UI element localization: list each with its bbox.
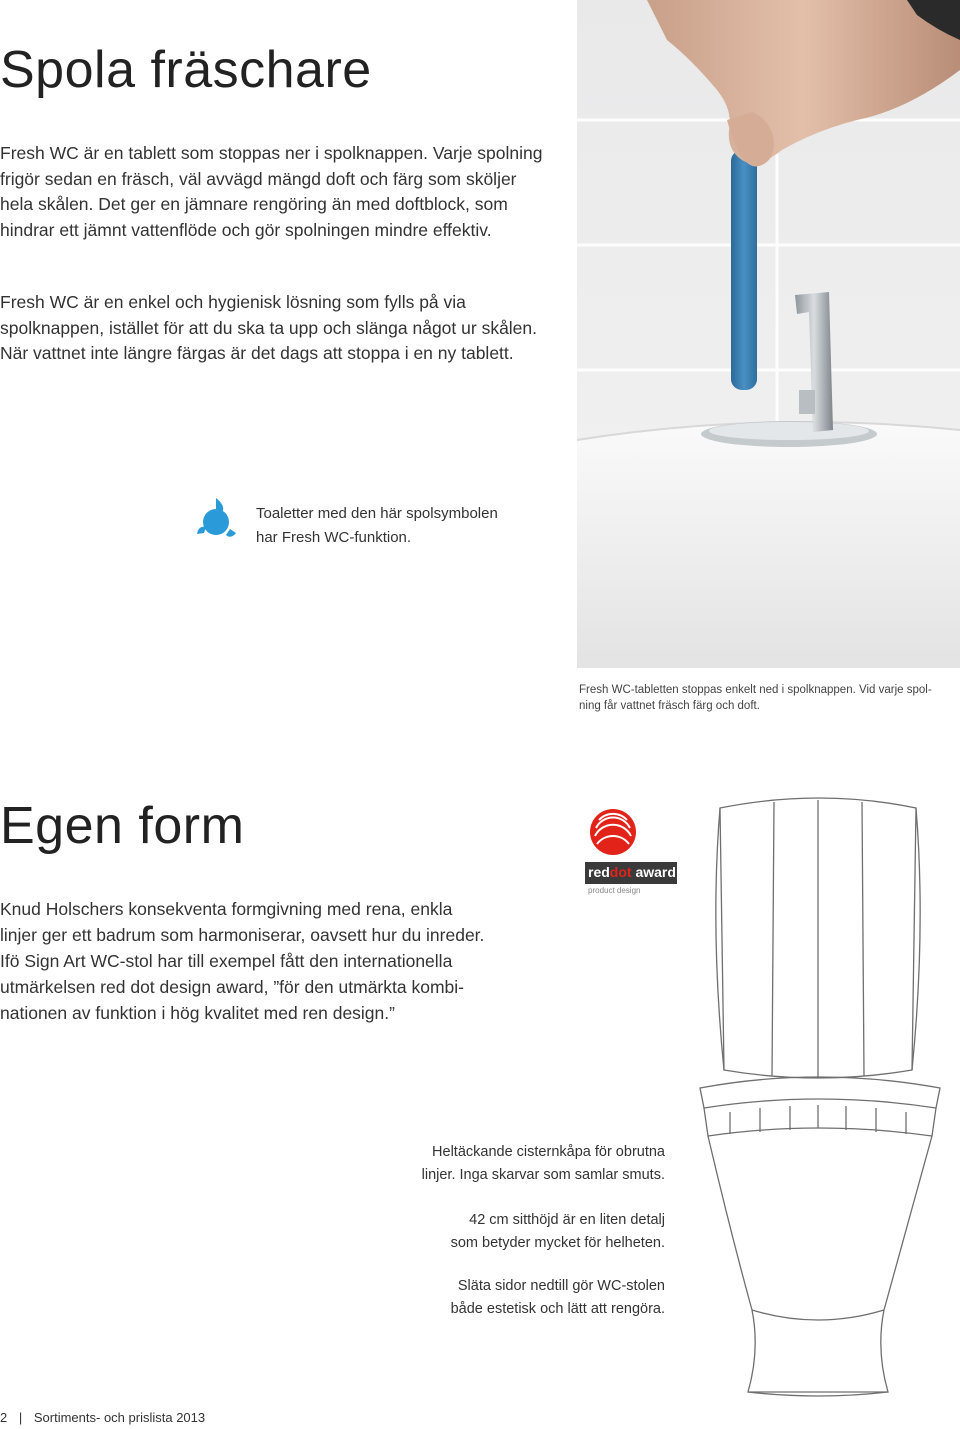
symbol-note-line2: har Fresh WC-funktion. [256,529,412,546]
note-cistern-line1: Heltäckande cisternkåpa för obrutna [432,1144,665,1160]
award-red: red [588,864,610,880]
toilet-line-drawing [690,790,960,1405]
design-paragraph [0,896,560,1026]
symbol-note-line1: Toaletter med den här spolsymbolen [256,505,498,522]
design-paragraph-line: nationen av funktion i hög kvalitet med ren design.” [0,1003,395,1023]
note-sides-line1: Släta sidor nedtill gör WC-stolen [457,1278,665,1294]
fresh-wc-photo [577,0,960,668]
note-height-line1: 42 cm sitthöjd är en liten detalj [469,1212,665,1228]
award-word: award [631,864,676,880]
intro-paragraph: Fresh WC är en tablett som stoppas ner i spolknappen. Varje spolning frigör sedan en fräsch, väl avvägd mängd doft och färg som sköljer hela skålen. Det ger en jämnare rengöring än med doftblock, som hindrar ett jämnt vattenflöde och gör spolningen mindre effektiv. [0,143,543,240]
flush-symbol-icon [192,496,240,544]
refill-paragraph: Fresh WC är en enkel och hygienisk lösning som fylls på via spolknappen, istället för att du ska ta upp och slänga något ur skålen. När vattnet inte längre färgas är det dags att stoppa i en ny tablett. [0,292,538,363]
footer-separator: | [18,1410,23,1425]
section-title-spola: Spola fräschare [0,41,372,99]
publication-title: Sortiments- och prislista 2013 [33,1410,206,1425]
photo-caption-line2: ning får vattnet fräsch färg och doft. [579,700,760,712]
page-footer [0,1410,205,1425]
design-paragraph-line: linjer ger ett badrum som harmoniserar, oavsett hur du inreder. [0,925,485,945]
reddot-award-icon [585,806,685,898]
section-title-egen-form: Egen form [0,797,245,855]
page-number: 2 [0,1410,8,1425]
design-paragraph-line: Ifö Sign Art WC-stol har till exempel fått den internationella [0,951,453,971]
note-sides-line2: både estetisk och lätt att rengöra. [450,1301,665,1317]
note-cistern-line2: linjer. Inga skarvar som samlar smuts. [421,1167,665,1183]
award-subline: product design [588,886,641,895]
award-dot: dot [609,864,632,880]
design-paragraph-line: utmärkelsen red dot design award, ”för den utmärkta kombi- [0,977,464,997]
note-height-line2: som betyder mycket för helheten. [450,1235,665,1251]
design-paragraph-line: Knud Holschers konsekventa formgivning med rena, enkla [0,899,453,919]
photo-caption-line1: Fresh WC-tabletten stoppas enkelt ned i spolknappen. Vid varje spol- [579,684,932,696]
